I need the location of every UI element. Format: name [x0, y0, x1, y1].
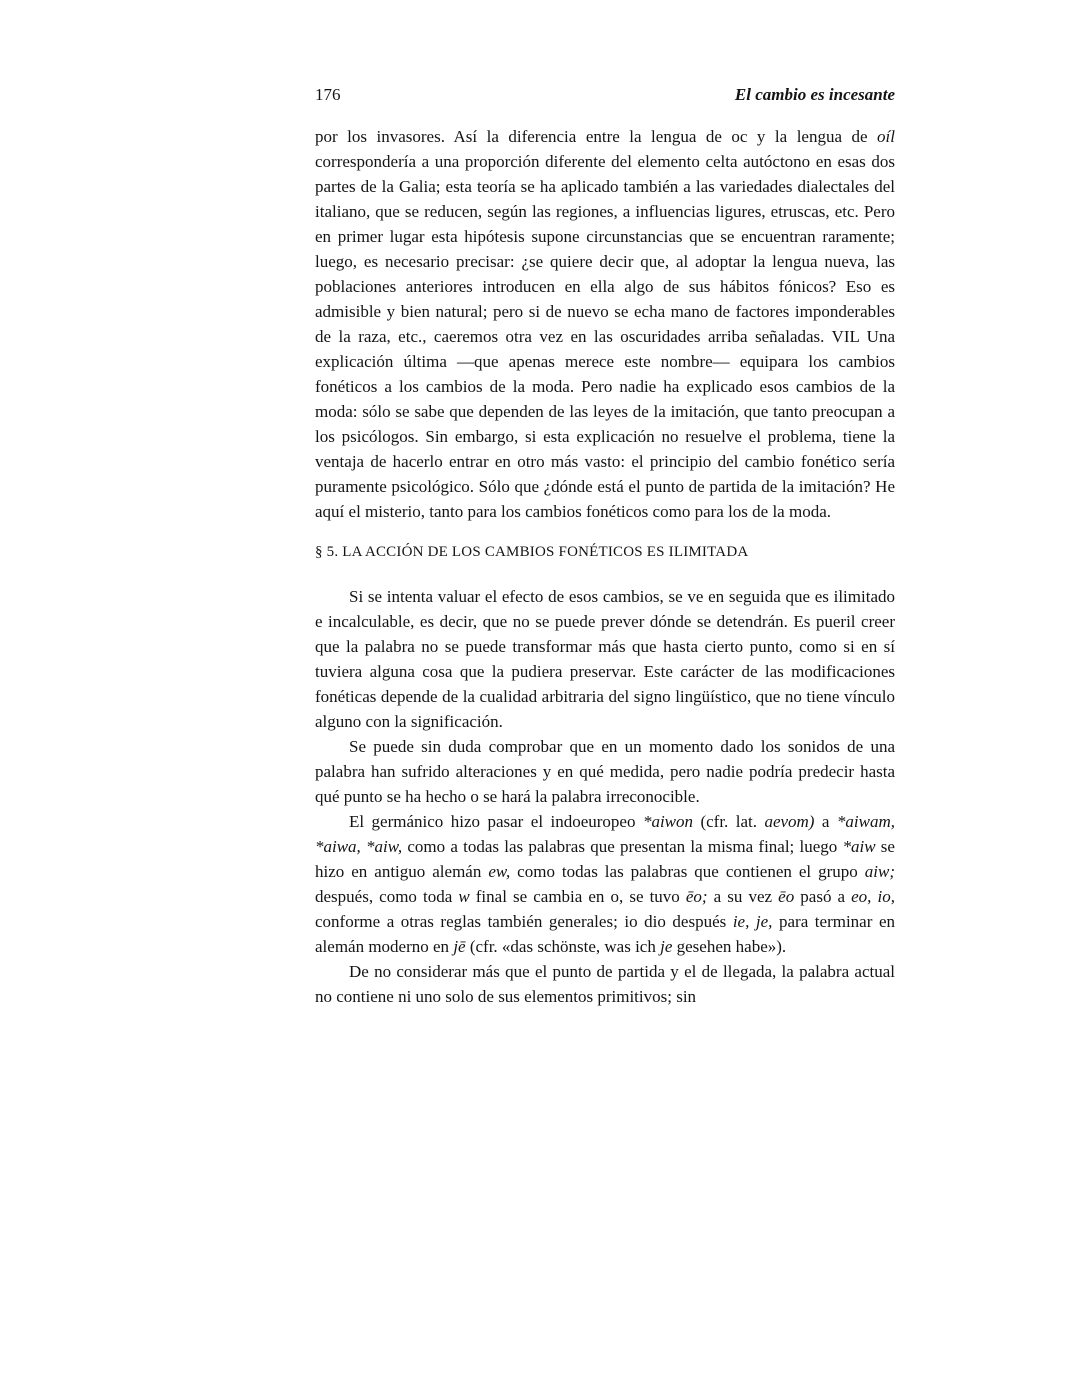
running-head: El cambio es incesante: [734, 85, 895, 104]
italic-text: oíl: [877, 127, 895, 146]
text-run: como a todas las palabras que presentan la misma final; luego: [402, 837, 843, 856]
italic-text: ie, je,: [732, 912, 773, 931]
italic-text: *aiw: [842, 837, 876, 856]
paragraph: [315, 809, 895, 959]
section-heading: § 5. LA ACCIÓN DE LOS CAMBIOS FONÉTICOS ES ILIMITADA: [315, 544, 749, 560]
italic-text: aevom): [764, 812, 815, 831]
text-run: por los invasores. Así la diferencia entre la lengua de oc y la lengua de: [315, 127, 878, 146]
paragraph: [315, 584, 895, 734]
text-run: a su vez: [707, 887, 779, 906]
text-run: después, como toda: [315, 887, 459, 906]
paragraph: [315, 124, 895, 524]
text-run: De no considerar más que el punto de partida y el de llegada, la palabra actual no contiene ni uno solo de sus elementos primitivos; sin: [315, 962, 895, 1006]
italic-text: je: [660, 937, 673, 956]
text-run: final se cambia en o, se tuvo: [469, 887, 686, 906]
paragraph: [315, 959, 895, 1009]
text-run: (cfr. «das schönste, was ich: [465, 937, 661, 956]
text-run: conforme a otras reglas también generales; io dio después: [315, 912, 733, 931]
italic-text: *aiwam, *aiwa, *aiw,: [315, 812, 896, 856]
paragraph: [315, 734, 895, 809]
text-run: pasó a: [794, 887, 852, 906]
text-run: correspondería a una proporción diferente del elemento celta autóctono en esas dos partes de la Galia; esta teoría se ha aplicado también a las variedades dialectales del italiano, que se reducen, según las regiones, a influencias ligures, etruscas, etc. Pero en primer lugar esta hipótesis supone circunstancias que se encuentran raramente; luego, es necesario precisar: ¿se quiere decir que, al adoptar la lengua nueva, las poblaciones anteriores introducen en ella algo de sus hábitos fónicos? Eso es admisible y bien natural; pero si de nuevo se echa mano de factores imponderables de la raza, etc., caeremos otra vez en las oscuridades arriba señaladas. VIL Una explicación última —que apenas merece este nombre— equipara los cambios fonéticos a los cambios de la moda. Pero nadie ha explicado esos cambios de la moda: sólo se sabe que dependen de las leyes de la imitación, que tanto preocupan a los psicólogos. Sin embargo, si esta explicación no resuelve el problema, tiene la ventaja de hacerlo entrar en otro más vasto: el principio del cambio fonético sería puramente psicológico. Sólo que ¿dónde está el punto de partida de la imitación? He aquí el misterio, tanto para los cambios fonéticos como para los de la moda.: [315, 152, 895, 521]
page-number: 176: [315, 85, 341, 104]
page-header: [315, 84, 895, 106]
italic-text: *aiwon: [642, 812, 693, 831]
italic-text: ēo: [778, 887, 795, 906]
text-block: [315, 124, 895, 1009]
text-run: a: [814, 812, 837, 831]
italic-text: ēo;: [685, 887, 708, 906]
text-column: [315, 84, 895, 1009]
text-run: Si se intenta valuar el efecto de esos cambios, se ve en seguida que es ilimitado e incalculable, es decir, que no se puede prever dónde se detendrán. Es pueril creer que la palabra no se puede transformar más que hasta cierto punto, como si en sí tuviera alguna cosa que la pudiera preservar. Este carácter de las modificaciones fonéticas depende de la cualidad arbitraria del signo lingüístico, que no tiene vínculo alguno con la significación.: [315, 587, 895, 731]
italic-text: eo, io,: [851, 887, 895, 906]
text-run: (cfr. lat.: [693, 812, 765, 831]
italic-text: ew,: [488, 862, 511, 881]
text-run: El germánico hizo pasar el indoeuropeo: [349, 812, 643, 831]
text-run: Se puede sin duda comprobar que en un momento dado los sonidos de una palabra han sufrido alteraciones y en qué medida, pero nadie podría predecir hasta qué punto se ha hecho o se hará la palabra irreconocible.: [315, 737, 895, 806]
italic-text: jē: [453, 937, 466, 956]
text-run: gesehen habe»).: [672, 937, 787, 956]
italic-text: w: [458, 887, 470, 906]
text-run: como todas las palabras que contienen el grupo: [510, 862, 865, 881]
italic-text: aiw;: [864, 862, 896, 881]
text-run: para terminar en alemán moderno en: [315, 912, 895, 956]
text-run: se hizo en antiguo alemán: [315, 837, 895, 881]
